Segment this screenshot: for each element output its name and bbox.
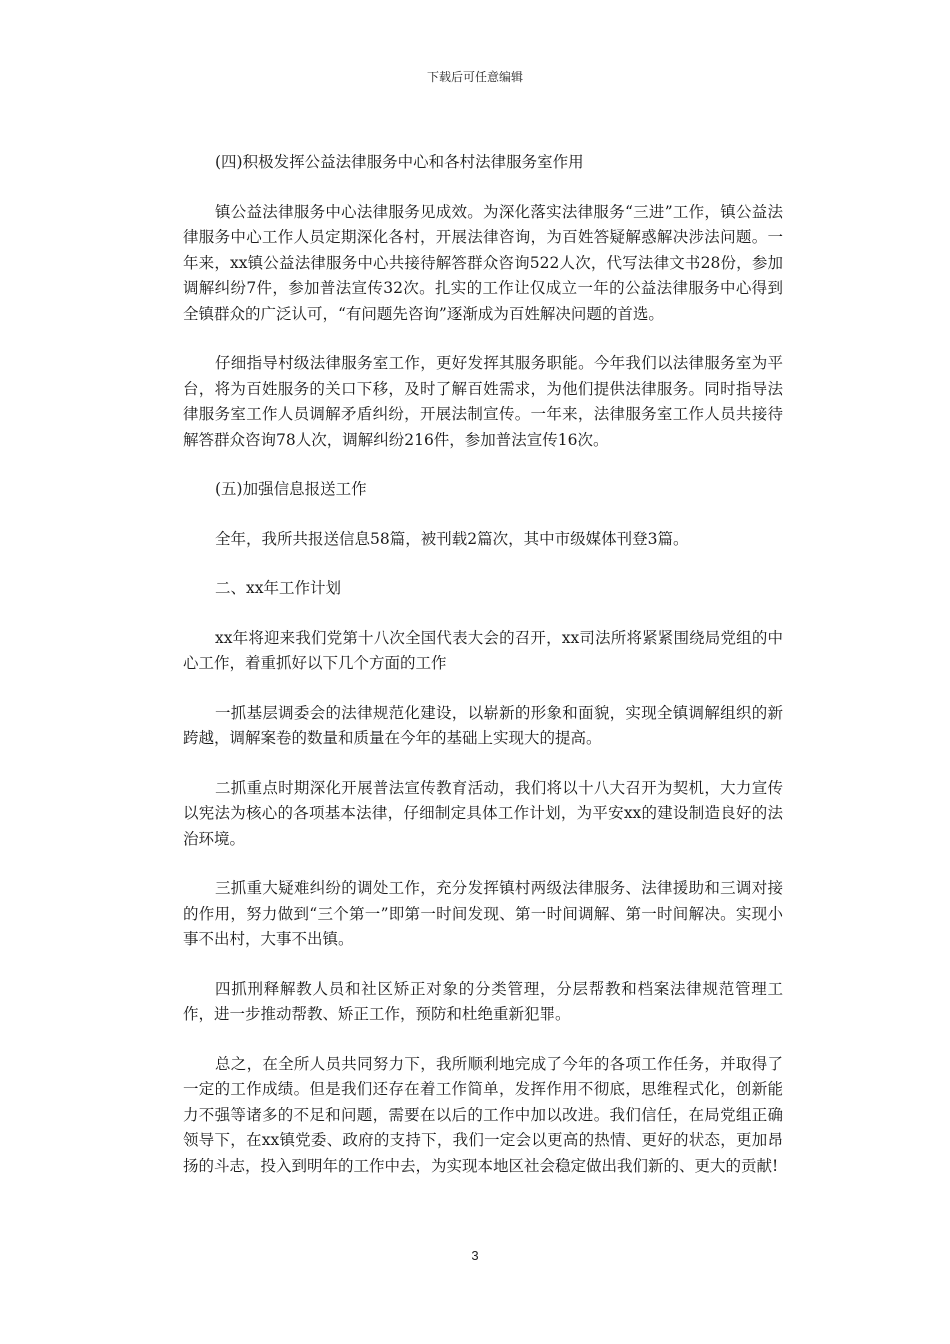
paragraph-village-service-rooms: 仔细指导村级法律服务室工作，更好发挥其服务职能。今年我们以法律服务室为平台，将为百姓服务的关口下移，及时了解百姓需求，为他们提供法律服务。同时指导法律服务室工作人员调解矛盾纠纷，开展法制宣传。一年来，法律服务室工作人员共接待解答群众咨询78人次，调解纠纷216件，参加普法宣传16次。	[183, 354, 783, 449]
paragraph-plan-intro: xx年将迎来我们党第十八次全国代表大会的召开，xx司法所将紧紧围绕局党组的中心工作，着重抓好以下几个方面的工作	[183, 628, 783, 672]
section-heading-4: (四)积极发挥公益法律服务中心和各村法律服务室作用	[215, 153, 584, 171]
document-body	[183, 150, 783, 1203]
paragraph-plan-item-2: 二抓重点时期深化开展普法宣传教育活动，我们将以十八大召开为契机，大力宣传以宪法为核心的各项基本法律，仔细制定具体工作计划，为平安xx的建设制造良好的法治环境。	[183, 778, 783, 848]
paragraph-conclusion: 总之，在全所人员共同努力下，我所顺利地完成了今年的各项工作任务，并取得了一定的工作成绩。但是我们还存在着工作简单，发挥作用不彻底，思维程式化，创新能力不强等诸多的不足和问题，需要在以后的工作中加以改进。我们信任，在局党组正确领导下，在xx镇党委、政府的支持下，我们一定会以更高的热情、更好的状态，更加昂扬的斗志，投入到明年的工作中去，为实现本地区社会稳定做出我们新的、更大的贡献!	[183, 1054, 783, 1175]
paragraph-info-reporting: 全年，我所共报送信息58篇，被刊载2篇次，其中市级媒体刊登3篇。	[215, 529, 689, 548]
page-header-note: 下载后可任意编辑	[426, 70, 523, 84]
paragraph-plan-item-3: 三抓重大疑难纠纷的调处工作，充分发挥镇村两级法律服务、法律援助和三调对接的作用，努力做到“三个第一”即第一时间发现、第一时间调解、第一时间解决。实现小事不出村，大事不出镇。	[183, 879, 783, 948]
paragraph-legal-service-center: 镇公益法律服务中心法律服务见成效。为深化落实法律服务“三进”工作，镇公益法律服务中心工作人员定期深化各村，开展法律咨询，为百姓答疑解惑解决涉法问题。一年来，xx镇公益法律服务中心共接待解答群众咨询522人次，代写法律文书28份，参加调解纠纷7件，参加普法宣传32次。扎实的工作让仅成立一年的公益法律服务中心得到全镇群众的广泛认可，“有问题先咨询”逐渐成为百姓解决问题的首选。	[183, 202, 783, 323]
part-heading-work-plan: 二、xx年工作计划	[215, 579, 341, 597]
page-number: 3	[471, 1248, 479, 1263]
section-heading-5: (五)加强信息报送工作	[215, 480, 367, 498]
paragraph-plan-item-4: 四抓刑释解教人员和社区矫正对象的分类管理，分层帮教和档案法律规范管理工作，进一步推动帮教、矫正工作，预防和杜绝重新犯罪。	[183, 979, 783, 1023]
paragraph-plan-item-1: 一抓基层调委会的法律规范化建设，以崭新的形象和面貌，实现全镇调解组织的新跨越，调解案卷的数量和质量在今年的基础上实现大的提高。	[183, 703, 783, 747]
